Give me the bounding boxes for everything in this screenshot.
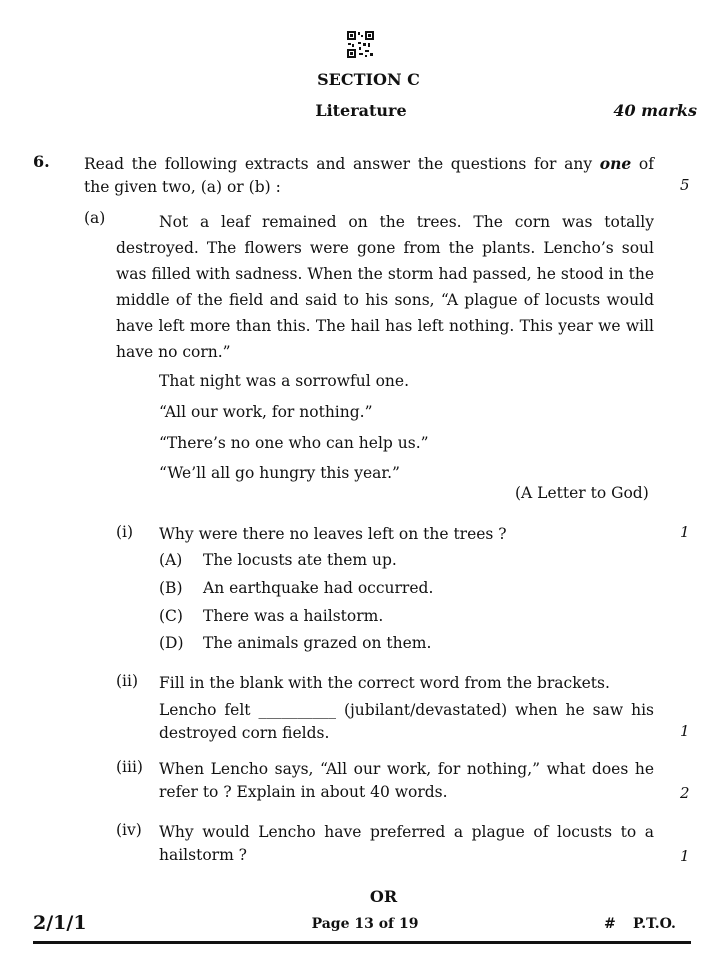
instruction-text-end: of the given two, (a) or (b) : — [84, 155, 654, 196]
option-letter-c: (C) — [159, 607, 183, 625]
subquestion-text-iv: Why would Lencho have preferred a plague of locusts to a hailstorm ? — [159, 823, 654, 864]
qr-code-icon — [347, 31, 374, 58]
or-separator: OR — [369, 887, 398, 906]
option-letter-d: (D) — [159, 634, 184, 652]
subquestion-label-iii: (iii) — [116, 758, 143, 776]
option-text-c: There was a hailstorm. — [203, 607, 384, 625]
subquestion-text-iii: When Lencho says, “All our work, for nothing,” what does he refer to ? Explain in about 40 words. — [159, 760, 654, 801]
footer-rule — [33, 941, 691, 944]
question-number: 6. — [33, 152, 50, 171]
extract-line-2: “All our work, for nothing.” — [159, 403, 373, 421]
option-letter-a: (A) — [159, 551, 183, 569]
extract-label: (a) — [84, 209, 106, 227]
hash-symbol: # — [604, 916, 616, 932]
page-number: Page 13 of 19 — [311, 916, 419, 932]
instruction-emphasis: one — [599, 154, 632, 173]
subquestion-marks-i: 1 — [680, 523, 690, 541]
subquestion-text-i: Why were there no leaves left on the trees ? — [159, 525, 507, 543]
pto-text: P.T.O. — [633, 916, 676, 932]
subquestion-label-i: (i) — [116, 523, 134, 541]
extract-paragraph: Not a leaf remained on the trees. The corn was totally destroyed. The flowers were gone from the plants. Lencho’s soul was filled with sadness. When the storm had passed, he stood in the middle of the field and said to his sons, “A plague of locusts would have left more than this. The hail has left nothing. This year we will have no corn.” — [116, 213, 654, 361]
question-marks: 5 — [680, 176, 690, 194]
option-text-b: An earthquake had occurred. — [203, 579, 434, 597]
instruction-text: Read the following extracts and answer the questions for any — [84, 155, 600, 173]
extract-source: (A Letter to God) — [515, 484, 649, 502]
extract-line-1: That night was a sorrowful one. — [159, 372, 409, 390]
paper-code: 2/1/1 — [33, 912, 87, 934]
subquestion-label-iv: (iv) — [116, 821, 142, 839]
option-letter-b: (B) — [159, 579, 183, 597]
question-instruction — [84, 152, 654, 199]
option-text-a: The locusts ate them up. — [203, 551, 397, 569]
section-title: SECTION C — [317, 70, 420, 89]
section-marks: 40 marks — [613, 101, 697, 120]
subquestion-marks-ii: 1 — [680, 722, 690, 740]
option-text-d: The animals grazed on them. — [203, 634, 432, 652]
section-subtitle: Literature — [315, 101, 407, 120]
extract-line-4: “We’ll all go hungry this year.” — [159, 464, 400, 482]
subquestion-marks-iii: 2 — [680, 784, 690, 802]
extract-line-3: “There’s no one who can help us.” — [159, 434, 429, 452]
subquestion-blank-ii: Lencho felt __________ (jubilant/devastated) when he saw his destroyed corn fields. — [159, 701, 654, 742]
subquestion-text-ii: Fill in the blank with the correct word from the brackets. — [159, 674, 610, 692]
subquestion-marks-iv: 1 — [680, 847, 690, 865]
subquestion-label-ii: (ii) — [116, 672, 139, 690]
